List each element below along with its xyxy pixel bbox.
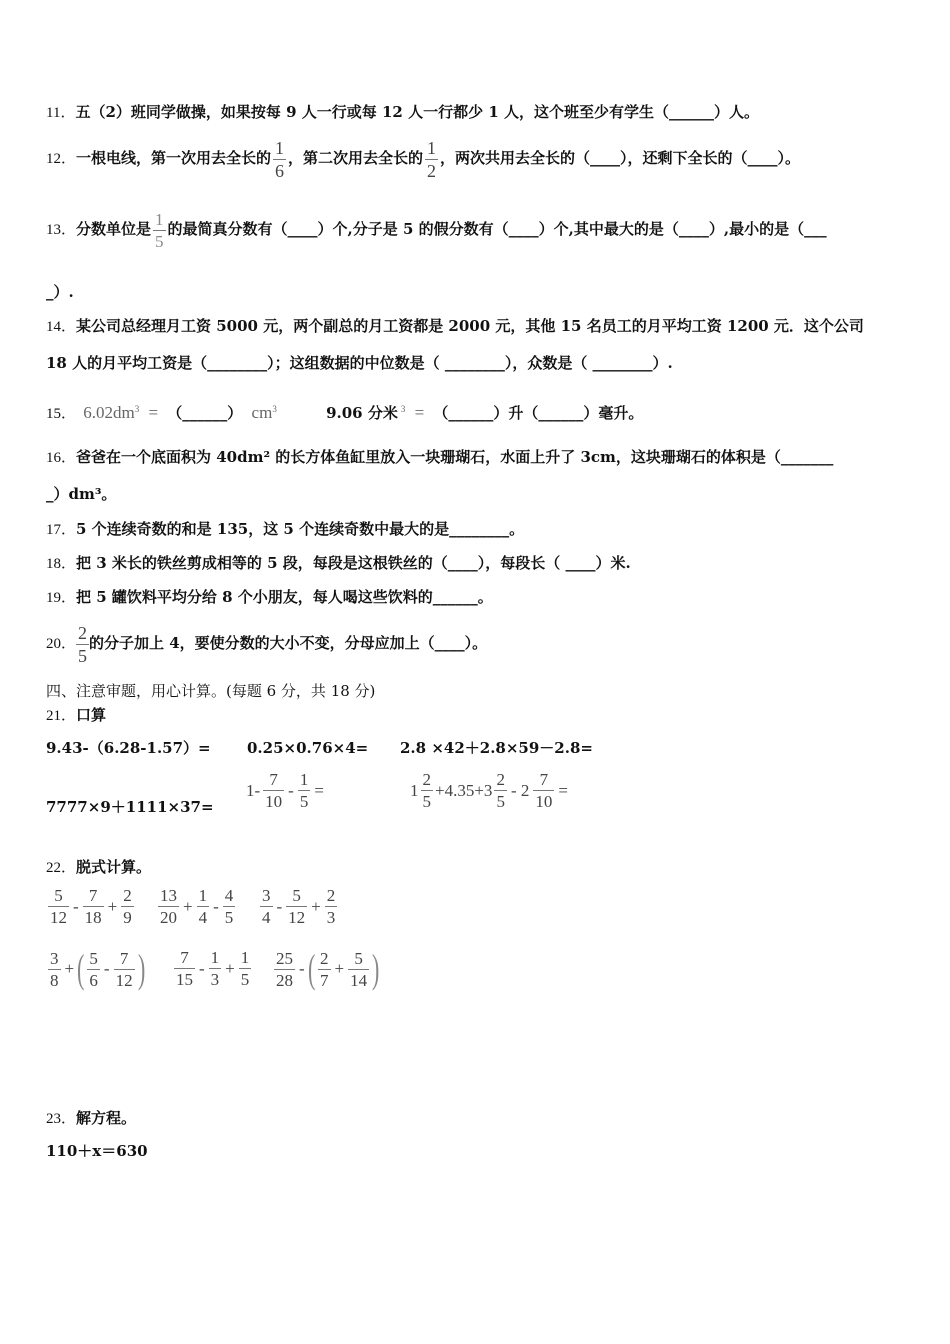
question-17: 17．5 个连续奇数的和是 135，这 5 个连续奇数中最大的是________。 (46, 520, 525, 538)
question-11: 11．五（2）班同学做操，如果按每 9 人一行或每 12 人一行都少 1 人，这个班至少有学生（______）人。 (46, 103, 759, 121)
question-21: 21．口算 (46, 706, 107, 724)
q22-expr-3: 3 4 - 5 12 + 2 3 (262, 886, 336, 927)
fraction-one-fifth: $\frac{1}{5}$ (155, 209, 164, 251)
q22-expr-2: 13 20 + 1 4 - 4 5 (160, 886, 234, 927)
fraction-two-fifths: $\frac{2}{5}$ (78, 622, 88, 666)
q22-expr-4: 3 8 + ( 5 6 - 7 12 ) (50, 946, 145, 991)
question-14-line1: 14．某公司总经理月工资 5000 元，两个副总的月工资都是 2000 元，其他 15 名员工的月平均工资 1200 元．这个公司 (46, 317, 864, 335)
fraction-one-half: $\frac{1}{2}$ (427, 137, 437, 181)
q22-expr-5: 7 15 - 1 3 + 1 5 (176, 948, 250, 989)
section-4-title: 四、注意审题，用心计算。(每题 6 分，共 18 分) (46, 682, 376, 700)
question-22: 22．脱式计算。 (46, 858, 152, 876)
q23-equation-1: 110＋x＝630 (46, 1142, 148, 1160)
question-23: 23．解方程。 (46, 1109, 137, 1127)
question-20: 20． $\frac{2}{5}$ 的分子加上 4，要使分数的大小不变，分母应加上（____）。 (46, 622, 488, 666)
fraction-one-sixth: $\frac{1}{6}$ (275, 137, 285, 181)
question-15: 15． $6.02dm^3$ = （______） $cm^3$ 9.06 分米 $^3$ = （______）升（______）毫升。 (46, 403, 644, 422)
q21-expr-3: 2.8 ×42＋2.8×59－2.8= (400, 739, 593, 757)
question-12: 12．一根电线，第一次用去全长的 $\frac{1}{6}$ ，第二次用去全长的 $\frac{1}{2}$ ，两次共用去全长的（____），还剩下全长的（____）。 (46, 137, 801, 181)
q21-expr-4: 7777×9＋1111×37= (46, 798, 214, 816)
q21-expr-1: 9.43-（6.28-1.57）= (46, 739, 211, 757)
question-13-continued: _）. (46, 283, 74, 301)
q21-expr-6: 1 2 5 +4.35+3 2 5 - 2 7 10 = (410, 770, 568, 811)
q22-expr-6: 25 28 - ( 2 7 + 5 14 ) (276, 946, 380, 991)
q22-expr-1: 5 12 - 7 18 + 2 9 (50, 886, 132, 927)
question-16-line1: 16．爸爸在一个底面积为 40dm² 的长方体鱼缸里放入一块珊瑚石，水面上升了 3cm，这块珊瑚石的体积是（_______ (46, 448, 834, 466)
question-18: 18．把 3 米长的铁丝剪成相等的 5 段，每段是这根铁丝的（____），每段长（ ____）米. (46, 554, 631, 572)
q21-expr-5: 1- 7 10 - 1 5 = (246, 770, 324, 811)
question-16-line2: _）dm³。 (46, 485, 117, 503)
question-19: 19．把 5 罐饮料平均分给 8 个小朋友，每人喝这些饮料的______。 (46, 588, 493, 606)
question-14-line2: 18 人的月平均工资是（________）；这组数据的中位数是（ ________），众数是（ ________）. (46, 354, 673, 372)
q21-expr-2: 0.25×0.76×4= (247, 739, 369, 757)
question-13: 13．分数单位是 $\frac{1}{5}$ 的最简真分数有（____）个,分子是 5 的假分数有（____）个,其中最大的是（____）,最小的是（___ (46, 209, 827, 251)
